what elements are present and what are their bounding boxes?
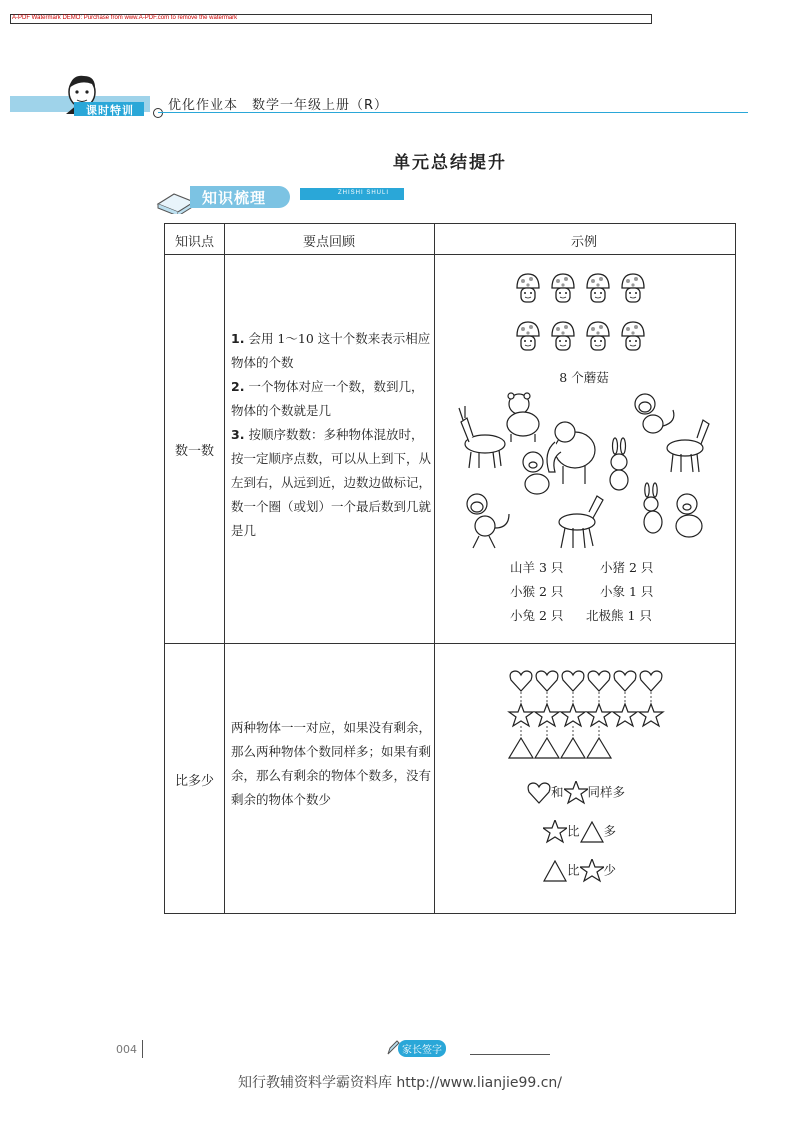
star-icon — [580, 859, 604, 883]
page-title: 单元总结提升 — [393, 153, 507, 173]
col-divider — [224, 224, 225, 913]
signature-line[interactable] — [470, 1054, 550, 1055]
goat-icon — [459, 406, 505, 468]
count-bear: 北极熊 1 只 — [586, 608, 652, 623]
section-title: 知识梳理 — [202, 189, 267, 207]
count-rabbit: 小兔 2 只 — [510, 608, 564, 623]
mushroom-icon — [517, 322, 539, 350]
book-title: 优化作业本 数学一年级上册（R） — [168, 98, 389, 113]
mushroom-icon — [552, 274, 574, 302]
row-divider — [165, 643, 735, 644]
compare-line-2 — [543, 820, 616, 844]
comparison-text: 两种物体一一对应，如果没有剩余，那么两种物体个数同样多；如果有剩余，那么有剩余的物体个数多，没有剩余的物体个数少 — [231, 720, 432, 807]
parent-signature-label: 家长签字 — [398, 1040, 446, 1057]
count-monkey: 小猴 2 只 — [510, 584, 564, 599]
footer-site: 知行教辅资料学霸资料库 http://www.lianjie99.cn/ — [237, 1075, 563, 1091]
page-number: 004 — [116, 1043, 137, 1056]
correspondence-figure — [505, 668, 665, 768]
compare-result: 少 — [603, 862, 617, 878]
pig-icon — [523, 452, 549, 494]
goat-icon — [559, 496, 603, 548]
page-number-divider — [142, 1040, 143, 1058]
header-badge: 课时特训 — [86, 104, 134, 117]
compare-word: 比 — [567, 862, 580, 878]
pig-icon — [676, 494, 702, 537]
monkey-icon — [635, 394, 674, 433]
compare-line-3 — [543, 859, 616, 883]
point-1 — [231, 327, 431, 375]
knowledge-table — [164, 223, 736, 914]
header-review: 要点回顾 — [302, 235, 355, 250]
count-elephant: 小象 1 只 — [600, 584, 654, 599]
point-number: 2. — [231, 379, 245, 394]
bear-icon — [507, 393, 539, 442]
star-row — [509, 704, 663, 726]
goat-icon — [667, 420, 709, 472]
compare-result: 同样多 — [587, 784, 626, 800]
point-3 — [231, 423, 431, 543]
watermark-text: A-PDF Watermark DEMO: Purchase from www.A-PDF.com to remove the watermark — [12, 15, 238, 21]
compare-word: 比 — [567, 823, 580, 839]
point-2 — [231, 375, 431, 423]
point-text: 一个物体对应一个数，数到几，物体的个数就是几 — [231, 379, 424, 418]
mushroom-caption: 8 个蘑菇 — [559, 370, 609, 385]
col-divider — [434, 224, 435, 913]
star-icon — [543, 820, 567, 844]
star-icon — [564, 781, 588, 805]
triangle-icon — [580, 821, 604, 843]
mushroom-icon — [587, 322, 609, 350]
point-text: 会用 1～10 这十个数来表示相应物体的个数 — [231, 331, 431, 370]
heart-icon — [527, 782, 551, 804]
mushroom-icon — [622, 274, 644, 302]
animals-illustration — [457, 392, 713, 552]
mushroom-icon — [552, 322, 574, 350]
triangle-row — [509, 738, 611, 758]
compare-line-1 — [527, 781, 625, 805]
count-goat: 山羊 3 只 — [510, 560, 564, 575]
point-number: 3. — [231, 427, 245, 442]
rabbit-icon — [610, 438, 628, 490]
count-pig: 小猪 2 只 — [600, 560, 654, 575]
compare-word: 和 — [551, 784, 564, 800]
section-subtitle: ZHISHI SHULI — [338, 190, 390, 196]
header-topic: 知识点 — [174, 235, 214, 250]
mushroom-group — [505, 270, 655, 360]
topic-comparison: 比多少 — [174, 774, 214, 789]
triangle-icon — [543, 860, 567, 882]
topic-counting: 数一数 — [174, 444, 214, 459]
header-dot — [153, 108, 163, 118]
row-divider — [165, 254, 735, 255]
header-example: 示例 — [570, 235, 597, 250]
mushroom-icon — [587, 274, 609, 302]
elephant-icon — [547, 422, 595, 484]
heart-row — [510, 671, 662, 691]
rabbit-icon — [644, 483, 662, 533]
mushroom-icon — [622, 322, 644, 350]
point-text: 按顺序数数：多种物体混放时，按一定顺序点数，可以从上到下，从左到右，从远到近，边数边做标记，数一个圈（或划）一个最后数到几就是几 — [231, 427, 432, 538]
point-number: 1. — [231, 331, 245, 346]
compare-result: 多 — [603, 823, 617, 839]
monkey-icon — [467, 494, 509, 548]
mushroom-icon — [517, 274, 539, 302]
